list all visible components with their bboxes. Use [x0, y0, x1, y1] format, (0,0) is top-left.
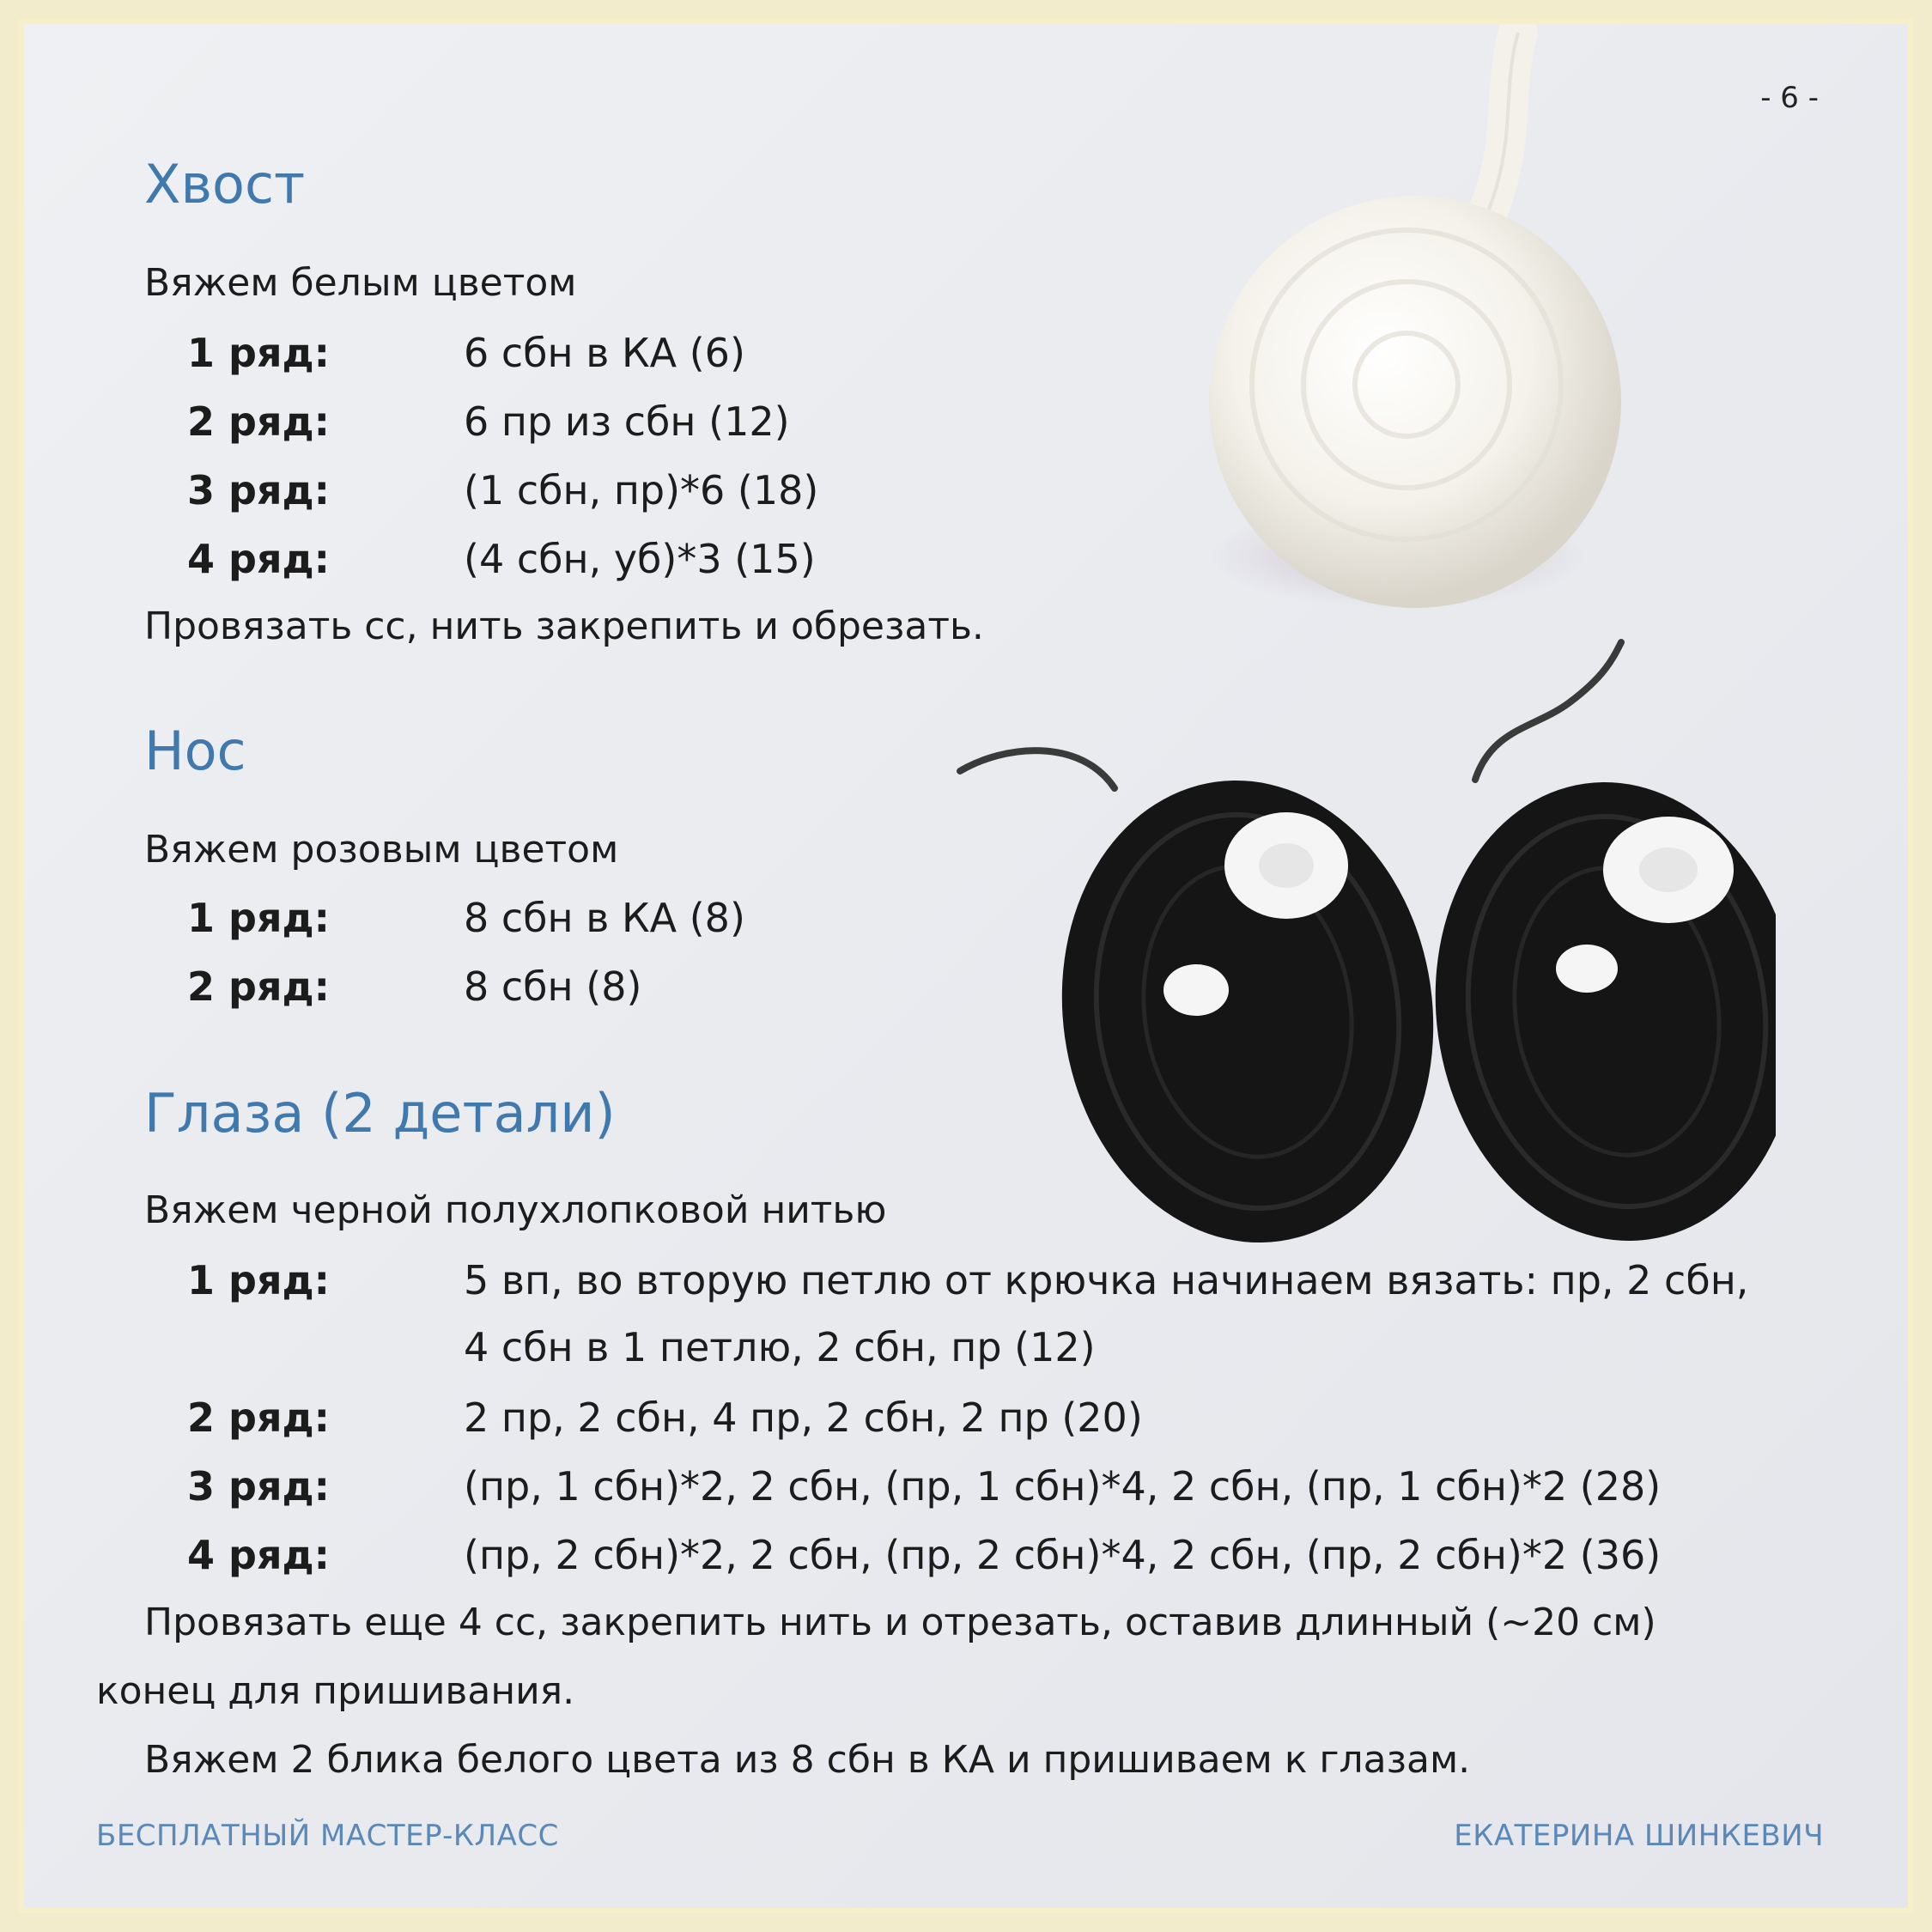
eyes-subtitle: Вяжем черной полухлопковой нитью [144, 1188, 887, 1232]
tail-row-label: 3 ряд: [187, 467, 331, 513]
nose-row-text: 8 сбн (8) [464, 963, 642, 1010]
eyes-row-text: (пр, 2 сбн)*2, 2 сбн, (пр, 2 сбн)*4, 2 сбн, (пр, 2 сбн)*2 (36) [464, 1532, 1662, 1578]
tail-row-label: 2 ряд: [187, 398, 331, 445]
eyes-row-label: 2 ряд: [187, 1394, 331, 1441]
tail-subtitle: Вяжем белым цветом [144, 261, 577, 305]
tail-title: Хвост [144, 153, 306, 216]
eyes-photo [934, 625, 1776, 1243]
eyes-row-text: (пр, 1 сбн)*2, 2 сбн, (пр, 1 сбн)*4, 2 сбн, (пр, 1 сбн)*2 (28) [464, 1463, 1662, 1510]
eyes-row-label: 4 ряд: [187, 1532, 331, 1578]
tail-row-text: 6 пр из сбн (12) [464, 398, 790, 445]
nose-title: Нос [144, 720, 246, 782]
nose-row-label: 2 ряд: [187, 963, 331, 1010]
eyes-note: Провязать еще 4 сс, закрепить нить и отрезать, оставив длинный (~20 см) [144, 1601, 1656, 1644]
eyes-title: Глаза (2 детали) [144, 1082, 616, 1145]
tail-row-text: (1 сбн, пр)*6 (18) [464, 467, 819, 513]
nose-row-label: 1 ряд: [187, 895, 331, 941]
pattern-page [19, 19, 1913, 1913]
nose-subtitle: Вяжем розовым цветом [144, 828, 619, 872]
tail-row-text: 6 сбн в КА (6) [464, 330, 745, 376]
tail-photo [1157, 24, 1690, 625]
footer-right: ЕКАТЕРИНА ШИНКЕВИЧ [1454, 1819, 1824, 1853]
tail-row-label: 1 ряд: [187, 330, 331, 376]
tail-row-label: 4 ряд: [187, 536, 331, 582]
tail-row-text: (4 сбн, уб)*3 (15) [464, 536, 816, 582]
eyes-row-text: 2 пр, 2 сбн, 4 пр, 2 сбн, 2 пр (20) [464, 1394, 1143, 1441]
eyes-row-label: 3 ряд: [187, 1463, 331, 1510]
page-number: - 6 - [1760, 81, 1819, 115]
eyes-row-label: 1 ряд: [187, 1257, 331, 1303]
eyes-note-continued: конец для пришивания. [96, 1669, 575, 1713]
nose-row-text: 8 сбн в КА (8) [464, 895, 745, 941]
eyes-row-text: 5 вп, во вторую петлю от крючка начинаем вязать: пр, 2 сбн, [464, 1257, 1749, 1303]
footer-left: БЕСПЛАТНЫЙ МАСТЕР-КЛАСС [96, 1819, 559, 1853]
tail-note: Провязать сс, нить закрепить и обрезать. [144, 605, 984, 648]
eyes-highlight-note: Вяжем 2 блика белого цвета из 8 сбн в КА и пришиваем к глазам. [144, 1738, 1471, 1782]
eyes-row-text-continued: 4 сбн в 1 петлю, 2 сбн, пр (12) [464, 1324, 1096, 1370]
